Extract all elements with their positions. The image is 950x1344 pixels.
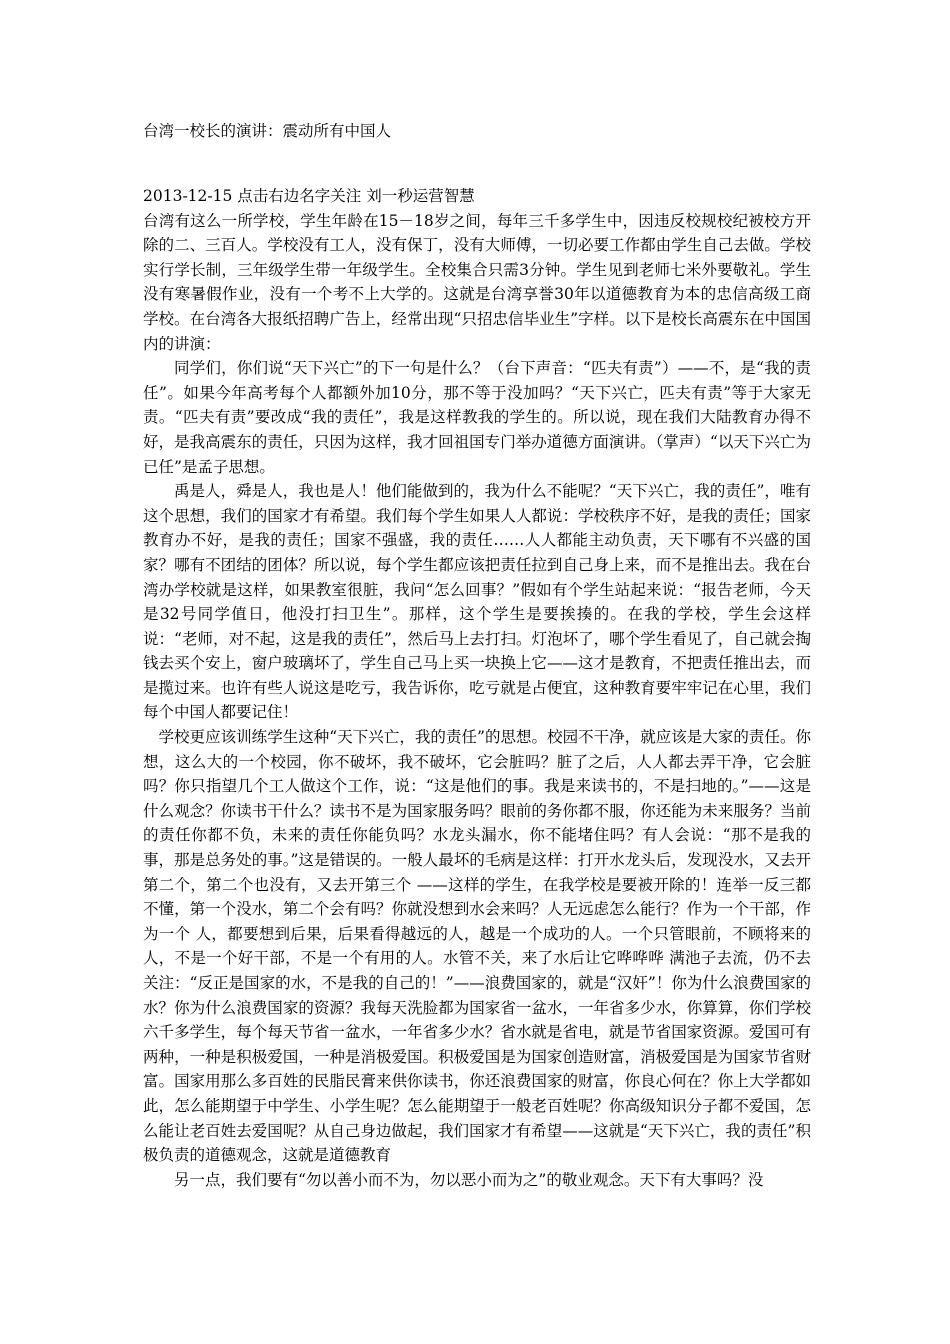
speech-paragraph-4: 另一点，我们要有“勿以善小而不为，勿以恶小而为之”的敬业观念。天下有大事吗？没 (174, 1170, 764, 1189)
speech-paragraph-1: 同学们，你们说“天下兴亡”的下一句是什么？（台下声音：“匹夫有责”）——不，是“我的责任”。如果今年高考每个人都额外加10分，那不等于没加吗？“天下兴亡，匹夫有责”等于大家无责。“匹夫有责”要改成“我的责任”，我是这样教我的学生的。所以说，现在我们大陆教育办得不好，是我高震东的责任，只因为这样，我才回祖国专门举办道德方面演讲。（掌声）“以天下兴亡为已任”是孟子思想。 (143, 359, 811, 476)
speech-paragraph-3: 学校更应该训练学生这种“天下兴亡，我的责任”的思想。校园不干净，就应该是大家的责任。你想，这么大的一个校园，你不破坏，我不破坏，它会脏吗？脏了之后，人人都去弄干净，它会脏吗？你只指望几个工人做这个工作，说：“这是他们的事。我是来读书的，不是扫地的。”——这是什么观念？你读书干什么？读书不是为国家服务吗？眼前的务你都不服，你还能为未来服务？当前的责任你都不负，未来的责任你能负吗？水龙头漏水，你不能堵住吗？有人会说：“那不是我的事，那是总务处的事。”这是错误的。一般人最坏的毛病是这样：打开水龙头后，发现没水，又去开第二个，第二个也没有，又去开第三个 ——这样的学生，在我学校是要被开除的！连举一反三都不懂，第一个没水，第二个会有吗？你就没想到水会来吗？人无远虑怎么能行？作为一个干部，作为一个 人，都要想到后果，后果看得越远的人，越是一个成功的人。一个只管眼前，不顾将来的人，不是一个好干部，不是一个有用的人。水管不关，来了水后让它哗哗哗 满池子去流，仍不去关注：“反正是国家的水，不是我的自己的！”——浪费国家的，就是“汉奸”！你为什么浪费国家的水？你为什么浪费国家的资源？我每天洗脸都为国家省一盆水，一年省多少水，你算算，你们学校六千多学生，每个每天节省一盆水，一年省多少水？省水就是省电，就是节省国家资源。爱国可有两种，一种是积极爱国，一种是消极爱国。积极爱国是为国家创造财富，消极爱国是为国家节省财富。国家用那么多百姓的民脂民膏来供你读书，你还浪费国家的财富，你良心何在？你上大学都如此，怎么能期望于中学生、小学生呢？怎么能期望于一般老百姓呢？你高级知识分子都不爱国，怎么能让老百姓去爱国呢？从自己身边做起，我们国家才有希望——这就是“天下兴亡，我的责任”积极负责的道德观念，这就是道德教育 (143, 728, 811, 1165)
intro-paragraph: 台湾有这么一所学校，学生年龄在15－18岁之间，每年三千多学生中，因违反校规校纪被校方开除的二、三百人。学校没有工人，没有保丁，没有大师傅，一切必要工作都由学生自己去做。学校实行学长制，三年级学生带一年级学生。全校集合只需3分钟。学生见到老师七米外要敬礼。学生没有寒暑假作业，没有一个考不上大学的。这就是台湾享誉30年以道德教育为本的忠信高级工商学校。在台湾各大报纸招聘广告上，经常出现“只招忠信毕业生”字样。以下是校长高震东在中国国内的讲演： (143, 211, 811, 353)
document-title: 台湾一校长的演讲：震动所有中国人 (143, 122, 392, 140)
date-source-line: 2013-12-15 点击右边名字关注 刘一秒运营智慧 (143, 187, 475, 205)
speech-paragraph-2: 禹是人，舜是人，我也是人！他们能做到的，我为什么不能呢？“天下兴亡，我的责任”，唯有这个思想，我们的国家才有希望。我们每个学生如果人人都说：学校秩序不好，是我的责任；国家教育办不好，是我的责任；国家不强盛，我的责任……人人都能主动负责，天下哪有不兴盛的国家？哪有不团结的团体？所以说，每个学生都应该把责任拉到自己身上来，而不是推出去。我在台湾办学校就是这样，如果教室很脏，我问“怎么回事？”假如有个学生站起来说：“报告老师，今天是32号同学值日，他没打扫卫生”。那样，这个学生是要挨揍的。在我的学校，学生会这样说：“老师，对不起，这是我的责任”，然后马上去打扫。灯泡坏了，哪个学生看见了，自己就会掏钱去买个安上，窗户玻璃坏了，学生自己马上买一块换上它——这才是教育，不把责任推出去，而是揽过来。也许有些人说这是吃亏，我告诉你，吃亏就是占便宜，这种教育要牢牢记在心里，我们每个中国人都要记住！ (143, 482, 811, 722)
document-page (143, 120, 811, 1192)
